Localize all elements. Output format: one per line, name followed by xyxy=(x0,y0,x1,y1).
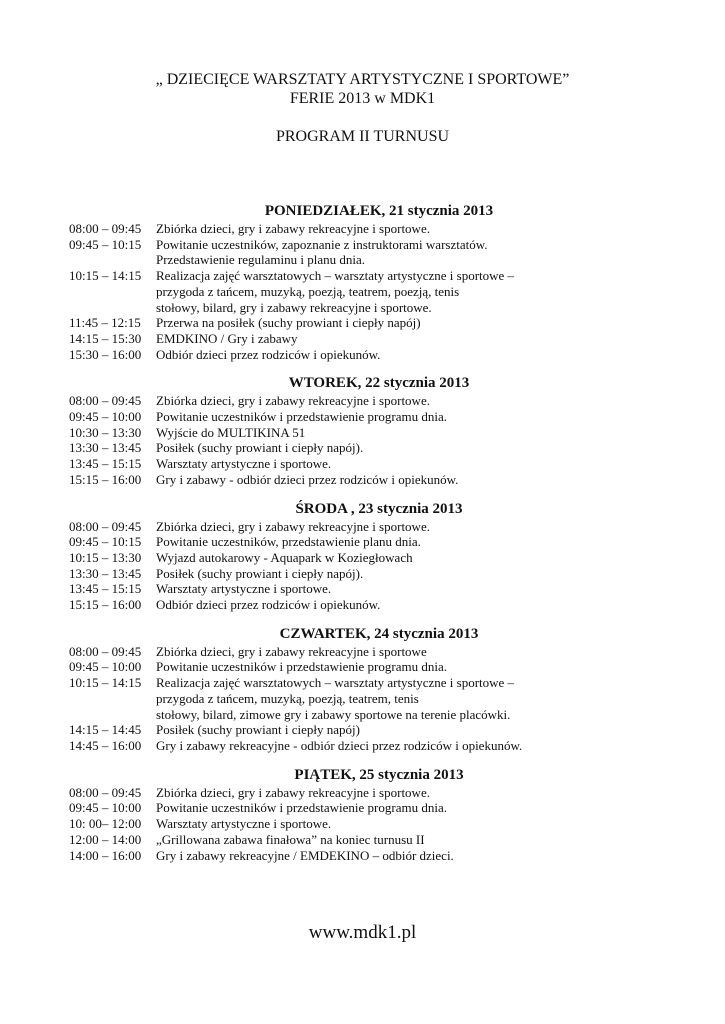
activity-line: Powitanie uczestników i przedstawienie programu dnia. xyxy=(156,659,447,675)
activity-description xyxy=(156,268,689,315)
activity-description xyxy=(156,848,689,864)
program-subtitle: PROGRAM II TURNUSU xyxy=(275,128,450,145)
activity-line: Gry i zabawy rekreacyjne - odbiór dzieci przez rodziców i opiekunów. xyxy=(156,737,523,753)
time-range: 10:15 – 13:30 xyxy=(69,549,142,565)
activity-description xyxy=(156,597,689,613)
activity-line: przygoda z tańcem, muzyką, poezją, teatrem, tenis xyxy=(156,690,419,706)
activity-line: Warsztaty artystyczne i sportowe. xyxy=(156,456,332,472)
time-range: 09:45 – 10:15 xyxy=(69,534,142,550)
activity-line: Powitanie uczestników, przedstawienie planu dnia. xyxy=(156,534,421,550)
schedule-row xyxy=(69,785,689,801)
time-range: 15:15 – 16:00 xyxy=(69,471,142,487)
day-section xyxy=(69,375,689,487)
day-section xyxy=(69,203,689,362)
header-title: „ DZIECIĘCE WARSZTATY ARTYSTYCZNE I SPORTOWE” xyxy=(155,71,570,88)
day-title: WTOREK, 22 stycznia 2013 xyxy=(288,375,470,392)
time-range: 10: 00– 12:00 xyxy=(69,816,142,832)
activity-description xyxy=(156,393,689,409)
activity-description xyxy=(156,800,689,816)
activity-line: Gry i zabawy - odbiór dzieci przez rodziców i opiekunów. xyxy=(156,471,459,487)
time-range: 13:30 – 13:45 xyxy=(69,565,142,581)
day-section xyxy=(69,767,689,864)
activity-description xyxy=(156,785,689,801)
schedule xyxy=(69,203,689,876)
activity-description xyxy=(156,722,689,738)
document-header xyxy=(0,70,725,108)
time-range: 15:30 – 16:00 xyxy=(69,346,142,362)
activity-line: Wyjazd autokarowy - Aquapark w Koziegłowach xyxy=(156,549,413,565)
schedule-row xyxy=(69,816,689,832)
time-range: 13:45 – 15:15 xyxy=(69,456,142,472)
activity-line: Gry i zabawy rekreacyjne / EMDEKINO – odbiór dzieci. xyxy=(156,847,454,863)
time-range: 13:45 – 15:15 xyxy=(69,581,142,597)
schedule-row xyxy=(69,848,689,864)
time-range: 09:45 – 10:15 xyxy=(69,236,142,252)
activity-description xyxy=(156,347,689,363)
activity-description xyxy=(156,566,689,582)
time-range: 10:15 – 14:15 xyxy=(69,268,142,284)
time-range: 11:45 – 12:15 xyxy=(69,315,141,331)
activity-line: Warsztaty artystyczne i sportowe. xyxy=(156,816,332,832)
schedule-row xyxy=(69,800,689,816)
schedule-row xyxy=(69,832,689,848)
activity-description xyxy=(156,425,689,441)
activity-line: Zbiórka dzieci, gry i zabawy rekreacyjne i sportowe. xyxy=(156,518,430,534)
time-range: 08:00 – 09:45 xyxy=(69,221,142,236)
schedule-row xyxy=(69,566,689,582)
activity-line: Posiłek (suchy prowiant i ciepły napój). xyxy=(156,565,364,581)
time-range: 10:30 – 13:30 xyxy=(69,424,142,440)
schedule-row xyxy=(69,331,689,347)
activity-description xyxy=(156,519,689,535)
activity-line: Odbiór dzieci przez rodziców i opiekunów. xyxy=(156,597,381,613)
activity-line: „Grillowana zabawa finałowa” na koniec turnusu II xyxy=(156,831,425,847)
activity-description xyxy=(156,440,689,456)
schedule-row xyxy=(69,425,689,441)
day-section xyxy=(69,501,689,613)
time-range: 14:15 – 14:45 xyxy=(69,722,142,738)
activity-description xyxy=(156,659,689,675)
activity-line: Odbiór dzieci przez rodziców i opiekunów. xyxy=(156,346,381,362)
schedule-row xyxy=(69,472,689,488)
activity-description xyxy=(156,832,689,848)
schedule-row xyxy=(69,550,689,566)
header-event: FERIE 2013 w MDK1 xyxy=(289,90,436,107)
activity-description xyxy=(156,581,689,597)
day-title: PIĄTEK, 25 stycznia 2013 xyxy=(294,766,464,783)
time-range: 08:00 – 09:45 xyxy=(69,784,142,800)
activity-description xyxy=(156,472,689,488)
time-range: 08:00 – 09:45 xyxy=(69,643,142,659)
activity-line: Przerwa na posiłek (suchy prowiant i ciepły napój) xyxy=(156,315,421,331)
schedule-row xyxy=(69,268,689,315)
time-range: 14:45 – 16:00 xyxy=(69,737,142,753)
activity-description xyxy=(156,331,689,347)
activity-line: Powitanie uczestników, zapoznanie z instruktorami warsztatów. xyxy=(156,236,488,252)
time-range: 14:00 – 16:00 xyxy=(69,847,142,863)
activity-description xyxy=(156,644,689,660)
activity-description xyxy=(156,534,689,550)
schedule-row xyxy=(69,221,689,237)
activity-description xyxy=(156,409,689,425)
time-range: 12:00 – 14:00 xyxy=(69,831,142,847)
time-range: 08:00 – 09:45 xyxy=(69,393,142,409)
activity-line: Warsztaty artystyczne i sportowe. xyxy=(156,581,332,597)
schedule-row xyxy=(69,581,689,597)
schedule-row xyxy=(69,738,689,754)
schedule-row xyxy=(69,237,689,268)
activity-description xyxy=(156,221,689,237)
activity-line: Przedstawienie regulaminu i planu dnia. xyxy=(156,252,366,268)
schedule-row xyxy=(69,347,689,363)
website-url: www.mdk1.pl xyxy=(308,922,417,943)
schedule-row xyxy=(69,597,689,613)
schedule-row xyxy=(69,659,689,675)
day-title: ŚRODA , 23 stycznia 2013 xyxy=(295,500,463,517)
schedule-row xyxy=(69,440,689,456)
schedule-row xyxy=(69,519,689,535)
activity-line: Wyjście do MULTIKINA 51 xyxy=(156,424,306,440)
time-range: 13:30 – 13:45 xyxy=(69,440,142,456)
schedule-row xyxy=(69,315,689,331)
activity-description xyxy=(156,816,689,832)
time-range: 09:45 – 10:00 xyxy=(69,659,142,675)
activity-line: Realizacja zajęć warsztatowych – warsztaty artystyczne i sportowe – xyxy=(156,675,515,691)
time-range: 14:15 – 15:30 xyxy=(69,330,142,346)
activity-line: Realizacja zajęć warsztatowych – warsztaty artystyczne i sportowe – xyxy=(156,268,515,284)
activity-description xyxy=(156,550,689,566)
activity-line: Posiłek (suchy prowiant i ciepły napój). xyxy=(156,440,364,456)
activity-line: Posiłek (suchy prowiant i ciepły napój) xyxy=(156,722,360,738)
activity-line: stołowy, bilard, zimowe gry i zabawy sportowe na terenie placówki. xyxy=(156,706,511,722)
activity-line: Zbiórka dzieci, gry i zabawy rekreacyjne i sportowe. xyxy=(156,784,430,800)
activity-line: EMDKINO / Gry i zabawy xyxy=(156,330,298,346)
day-section xyxy=(69,626,689,754)
activity-line: Powitanie uczestników i przedstawienie programu dnia. xyxy=(156,800,447,816)
activity-line: stołowy, bilard, gry i zabawy rekreacyjne i sportowe. xyxy=(156,299,432,315)
activity-line: przygoda z tańcem, muzyką, poezją, teatrem, poezją, tenis xyxy=(156,283,460,299)
schedule-row xyxy=(69,534,689,550)
day-title: PONIEDZIAŁEK, 21 stycznia 2013 xyxy=(264,203,494,219)
activity-line: Zbiórka dzieci, gry i zabawy rekreacyjne i sportowe. xyxy=(156,393,430,409)
schedule-row xyxy=(69,456,689,472)
activity-line: Powitanie uczestników i przedstawienie programu dnia. xyxy=(156,409,447,425)
schedule-row xyxy=(69,644,689,660)
time-range: 09:45 – 10:00 xyxy=(69,409,142,425)
time-range: 09:45 – 10:00 xyxy=(69,800,142,816)
activity-description xyxy=(156,237,689,268)
schedule-row xyxy=(69,675,689,722)
time-range: 15:15 – 16:00 xyxy=(69,597,142,613)
activity-line: Zbiórka dzieci, gry i zabawy rekreacyjne i sportowe xyxy=(156,643,427,659)
activity-description xyxy=(156,675,689,722)
time-range: 10:15 – 14:15 xyxy=(69,675,142,691)
activity-description xyxy=(156,456,689,472)
day-title: CZWARTEK, 24 stycznia 2013 xyxy=(279,625,479,642)
schedule-row xyxy=(69,409,689,425)
time-range: 08:00 – 09:45 xyxy=(69,518,142,534)
schedule-row xyxy=(69,722,689,738)
activity-line: Zbiórka dzieci, gry i zabawy rekreacyjne i sportowe. xyxy=(156,221,430,236)
schedule-row xyxy=(69,393,689,409)
activity-description xyxy=(156,738,689,754)
activity-description xyxy=(156,315,689,331)
